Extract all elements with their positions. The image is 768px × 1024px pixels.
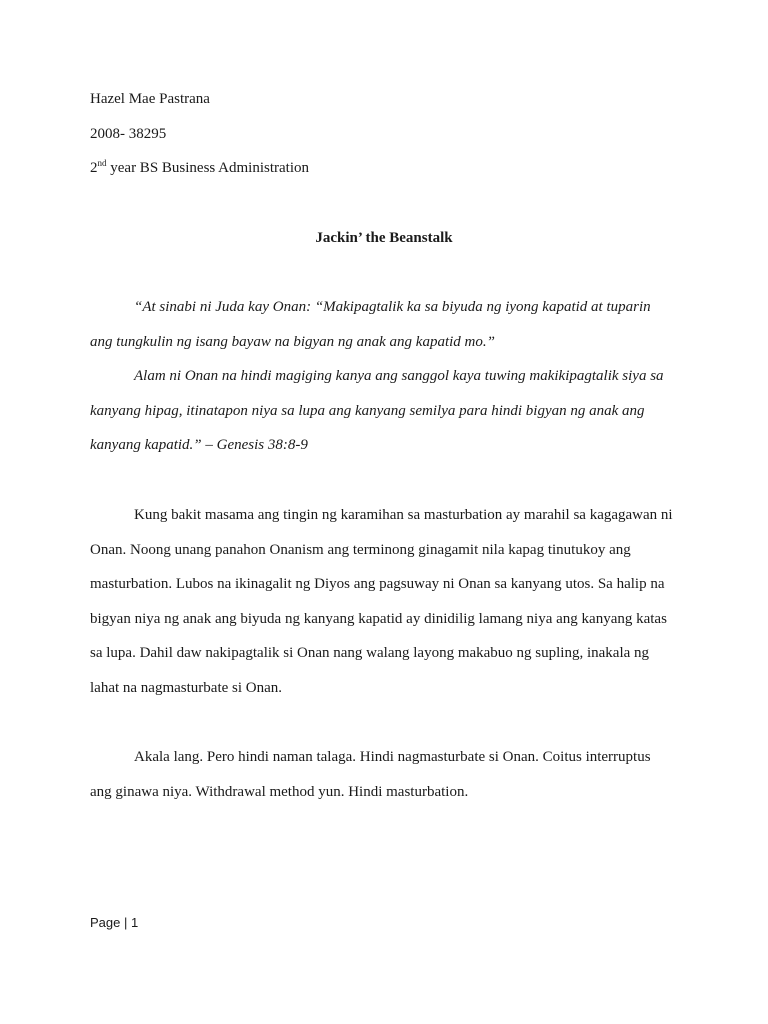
author-name: Hazel Mae Pastrana [90,91,210,107]
paragraph-line: Kung bakit masama ang tingin ng karamihan sa masturbation ay marahil sa kagagawan ni [134,507,673,523]
quote-line: kanyang kapatid.” – Genesis 38:8-9 [90,437,308,453]
year-suffix: nd [97,158,107,168]
year-number: 2 [90,160,98,176]
paragraph-line: masturbation. Lubos na ikinagalit ng Diyos ang pagsuway ni Onan sa kanyang utos. Sa halip na [90,576,665,592]
page-number: Page | 1 [90,915,139,930]
quote-line: “At sinabi ni Juda kay Onan: “Makipagtalik ka sa biyuda ng iyong kapatid at tuparin [134,299,651,315]
paragraph-line: Akala lang. Pero hindi naman talaga. Hindi nagmasturbate si Onan. Coitus interruptus [134,749,651,765]
quote-line: ang tungkulin ng isang bayaw na bigyan ng anak ang kapatid mo.” [90,334,495,350]
paragraph-line: Onan. Noong unang panahon Onanism ang terminong ginagamit nila kapag tinutukoy ang [90,542,631,558]
year-course [90,158,309,178]
paragraph-line: bigyan niya ng anak ang biyuda ng kanyang kapatid ay dinidilig lamang niya ang kanyang katas [90,611,667,627]
course-text: year BS Business Administration [106,160,309,176]
quote-line: Alam ni Onan na hindi magiging kanya ang sanggol kaya tuwing makikipagtalik siya sa [134,368,664,384]
document-title: Jackin’ the Beanstalk [315,230,453,246]
quote-line: kanyang hipag, itinatapon niya sa lupa ang kanyang semilya para hindi bigyan ng anak ang [90,403,645,419]
paragraph-line: sa lupa. Dahil daw nakipagtalik si Onan nang walang layong makabuo ng supling, inakala ng [90,645,650,661]
student-number: 2008- 38295 [90,126,167,142]
paragraph-line: ang ginawa niya. Withdrawal method yun. Hindi masturbation. [90,784,469,800]
paragraph-line: lahat na nagmasturbate si Onan. [90,680,283,696]
